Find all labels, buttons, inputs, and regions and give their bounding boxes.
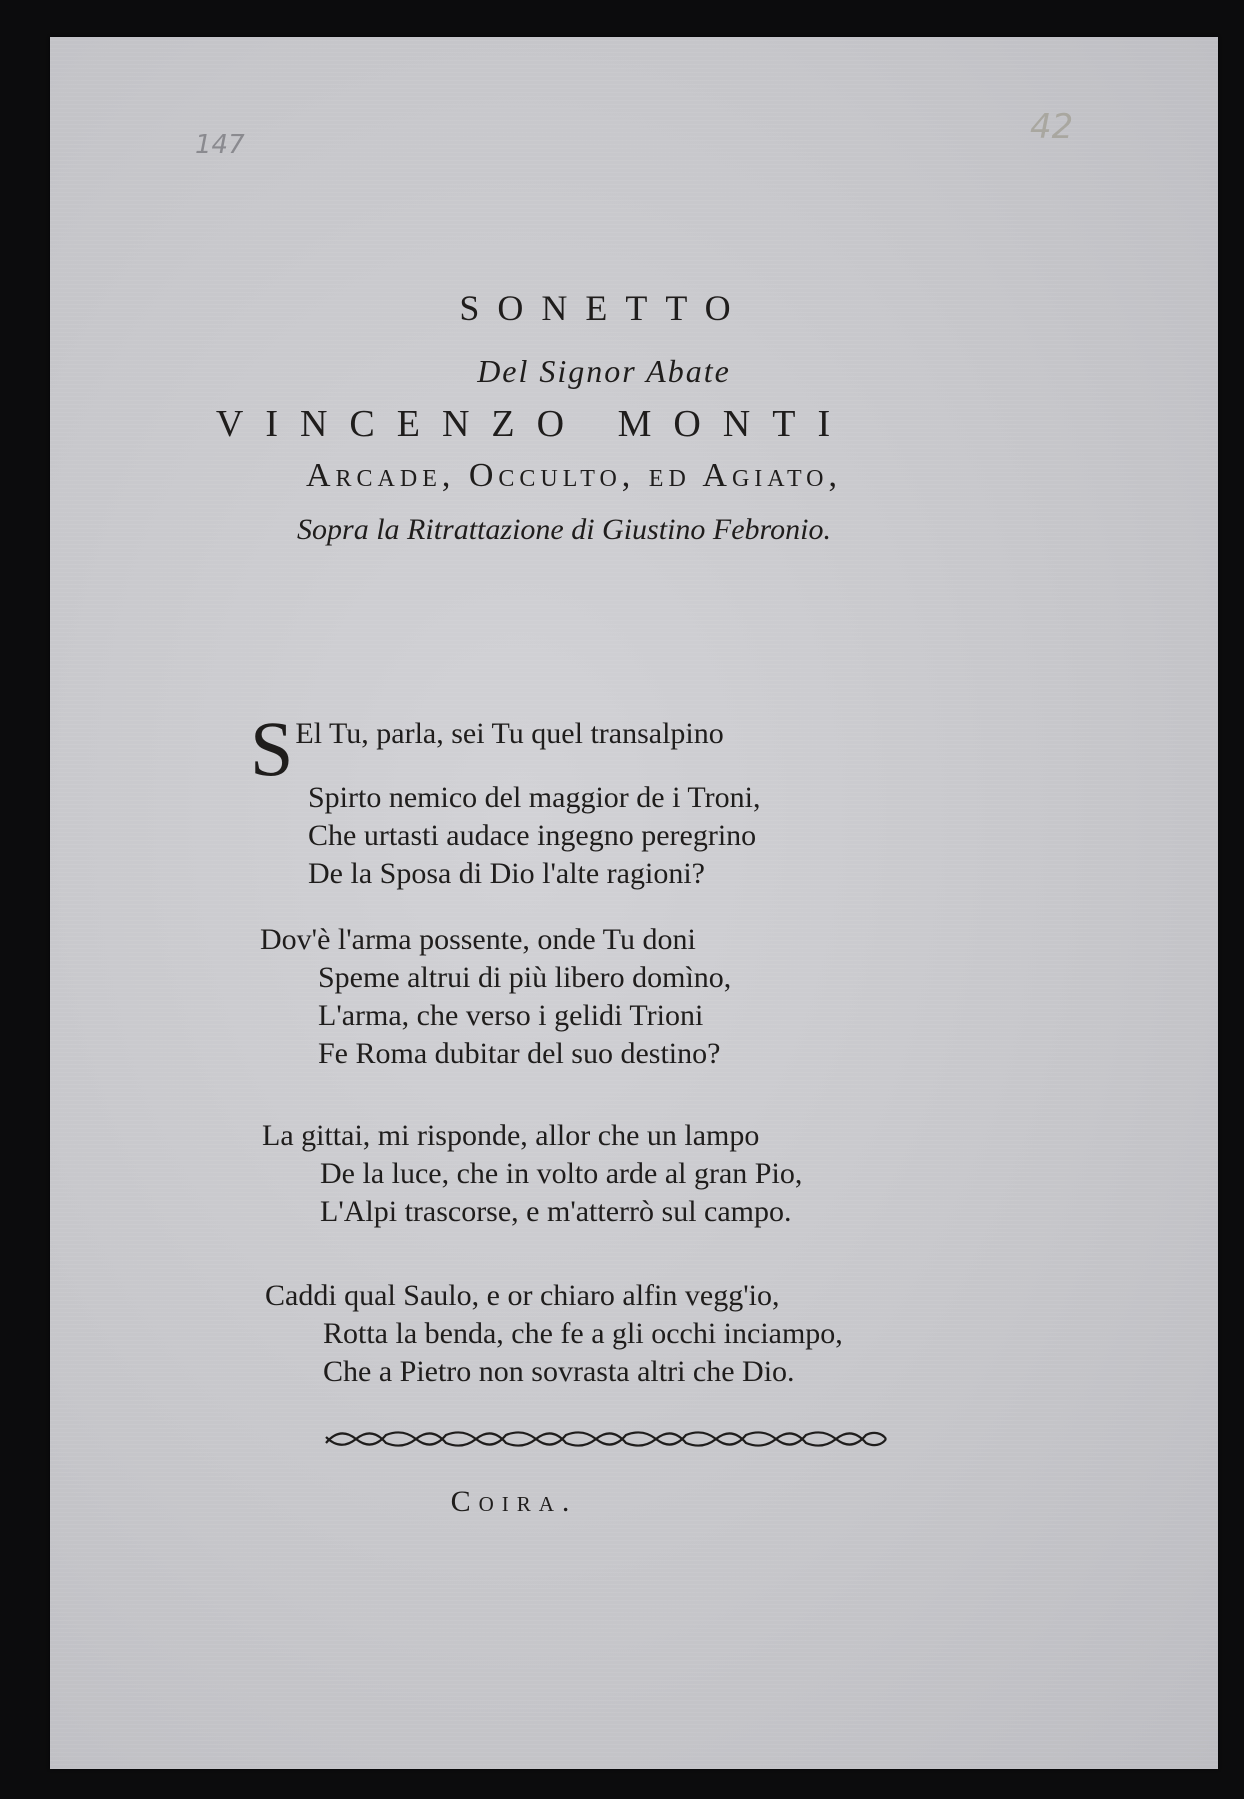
- stanza-line: Spirto nemico del maggior de i Troni,: [308, 781, 761, 814]
- stanza-2: [260, 921, 731, 1073]
- topic-line: Sopra la Ritrattazione di Giustino Febronio.: [297, 513, 831, 546]
- stanza-line: L'Alpi trascorse, e m'atterrò sul campo.: [320, 1195, 792, 1228]
- author-affiliation: Arcade, Occulto, ed Agiato,: [305, 457, 843, 494]
- stanza-line: [250, 695, 760, 792]
- title: SONETTO: [459, 288, 749, 328]
- drop-cap: S: [250, 705, 294, 792]
- stanza-line: Che a Pietro non sovrasta altri che Dio.: [323, 1355, 795, 1388]
- stanza-line: De la Sposa di Dio l'alte ragioni?: [308, 857, 705, 890]
- stanza-4: [265, 1277, 843, 1391]
- stanza-3: [262, 1117, 802, 1231]
- paper-sheet: [50, 37, 1218, 1769]
- line-text: El Tu, parla, sei Tu quel transalpino: [295, 717, 724, 750]
- stanza-line: Fe Roma dubitar del suo destino?: [318, 1037, 721, 1070]
- stanza-line: La gittai, mi risponde, allor che un lampo: [262, 1119, 760, 1152]
- stanza-line: Caddi qual Saulo, e or chiaro alfin vegg'io,: [265, 1279, 780, 1312]
- subtitle: Del Signor Abate: [477, 353, 731, 389]
- stanza-line: Che urtasti audace ingegno peregrino: [308, 819, 757, 852]
- ornamental-rule: [322, 1427, 890, 1451]
- author-name: VINCENZO MONTI: [215, 403, 853, 445]
- stanza-line: L'arma, che verso i gelidi Trioni: [318, 999, 704, 1032]
- stanza-line: Dov'è l'arma possente, onde Tu doni: [260, 923, 696, 956]
- pencil-annotation-right: 42: [1030, 107, 1074, 147]
- imprint-place: Coira.: [450, 1485, 578, 1518]
- stanza-1: [250, 695, 760, 893]
- stanza-line: Rotta la benda, che fe a gli occhi inciampo,: [323, 1317, 843, 1350]
- pencil-annotation-left: 147: [195, 130, 245, 160]
- stanza-line: De la luce, che in volto arde al gran Pio,: [320, 1157, 803, 1190]
- stanza-line: Speme altrui di più libero domìno,: [318, 961, 732, 994]
